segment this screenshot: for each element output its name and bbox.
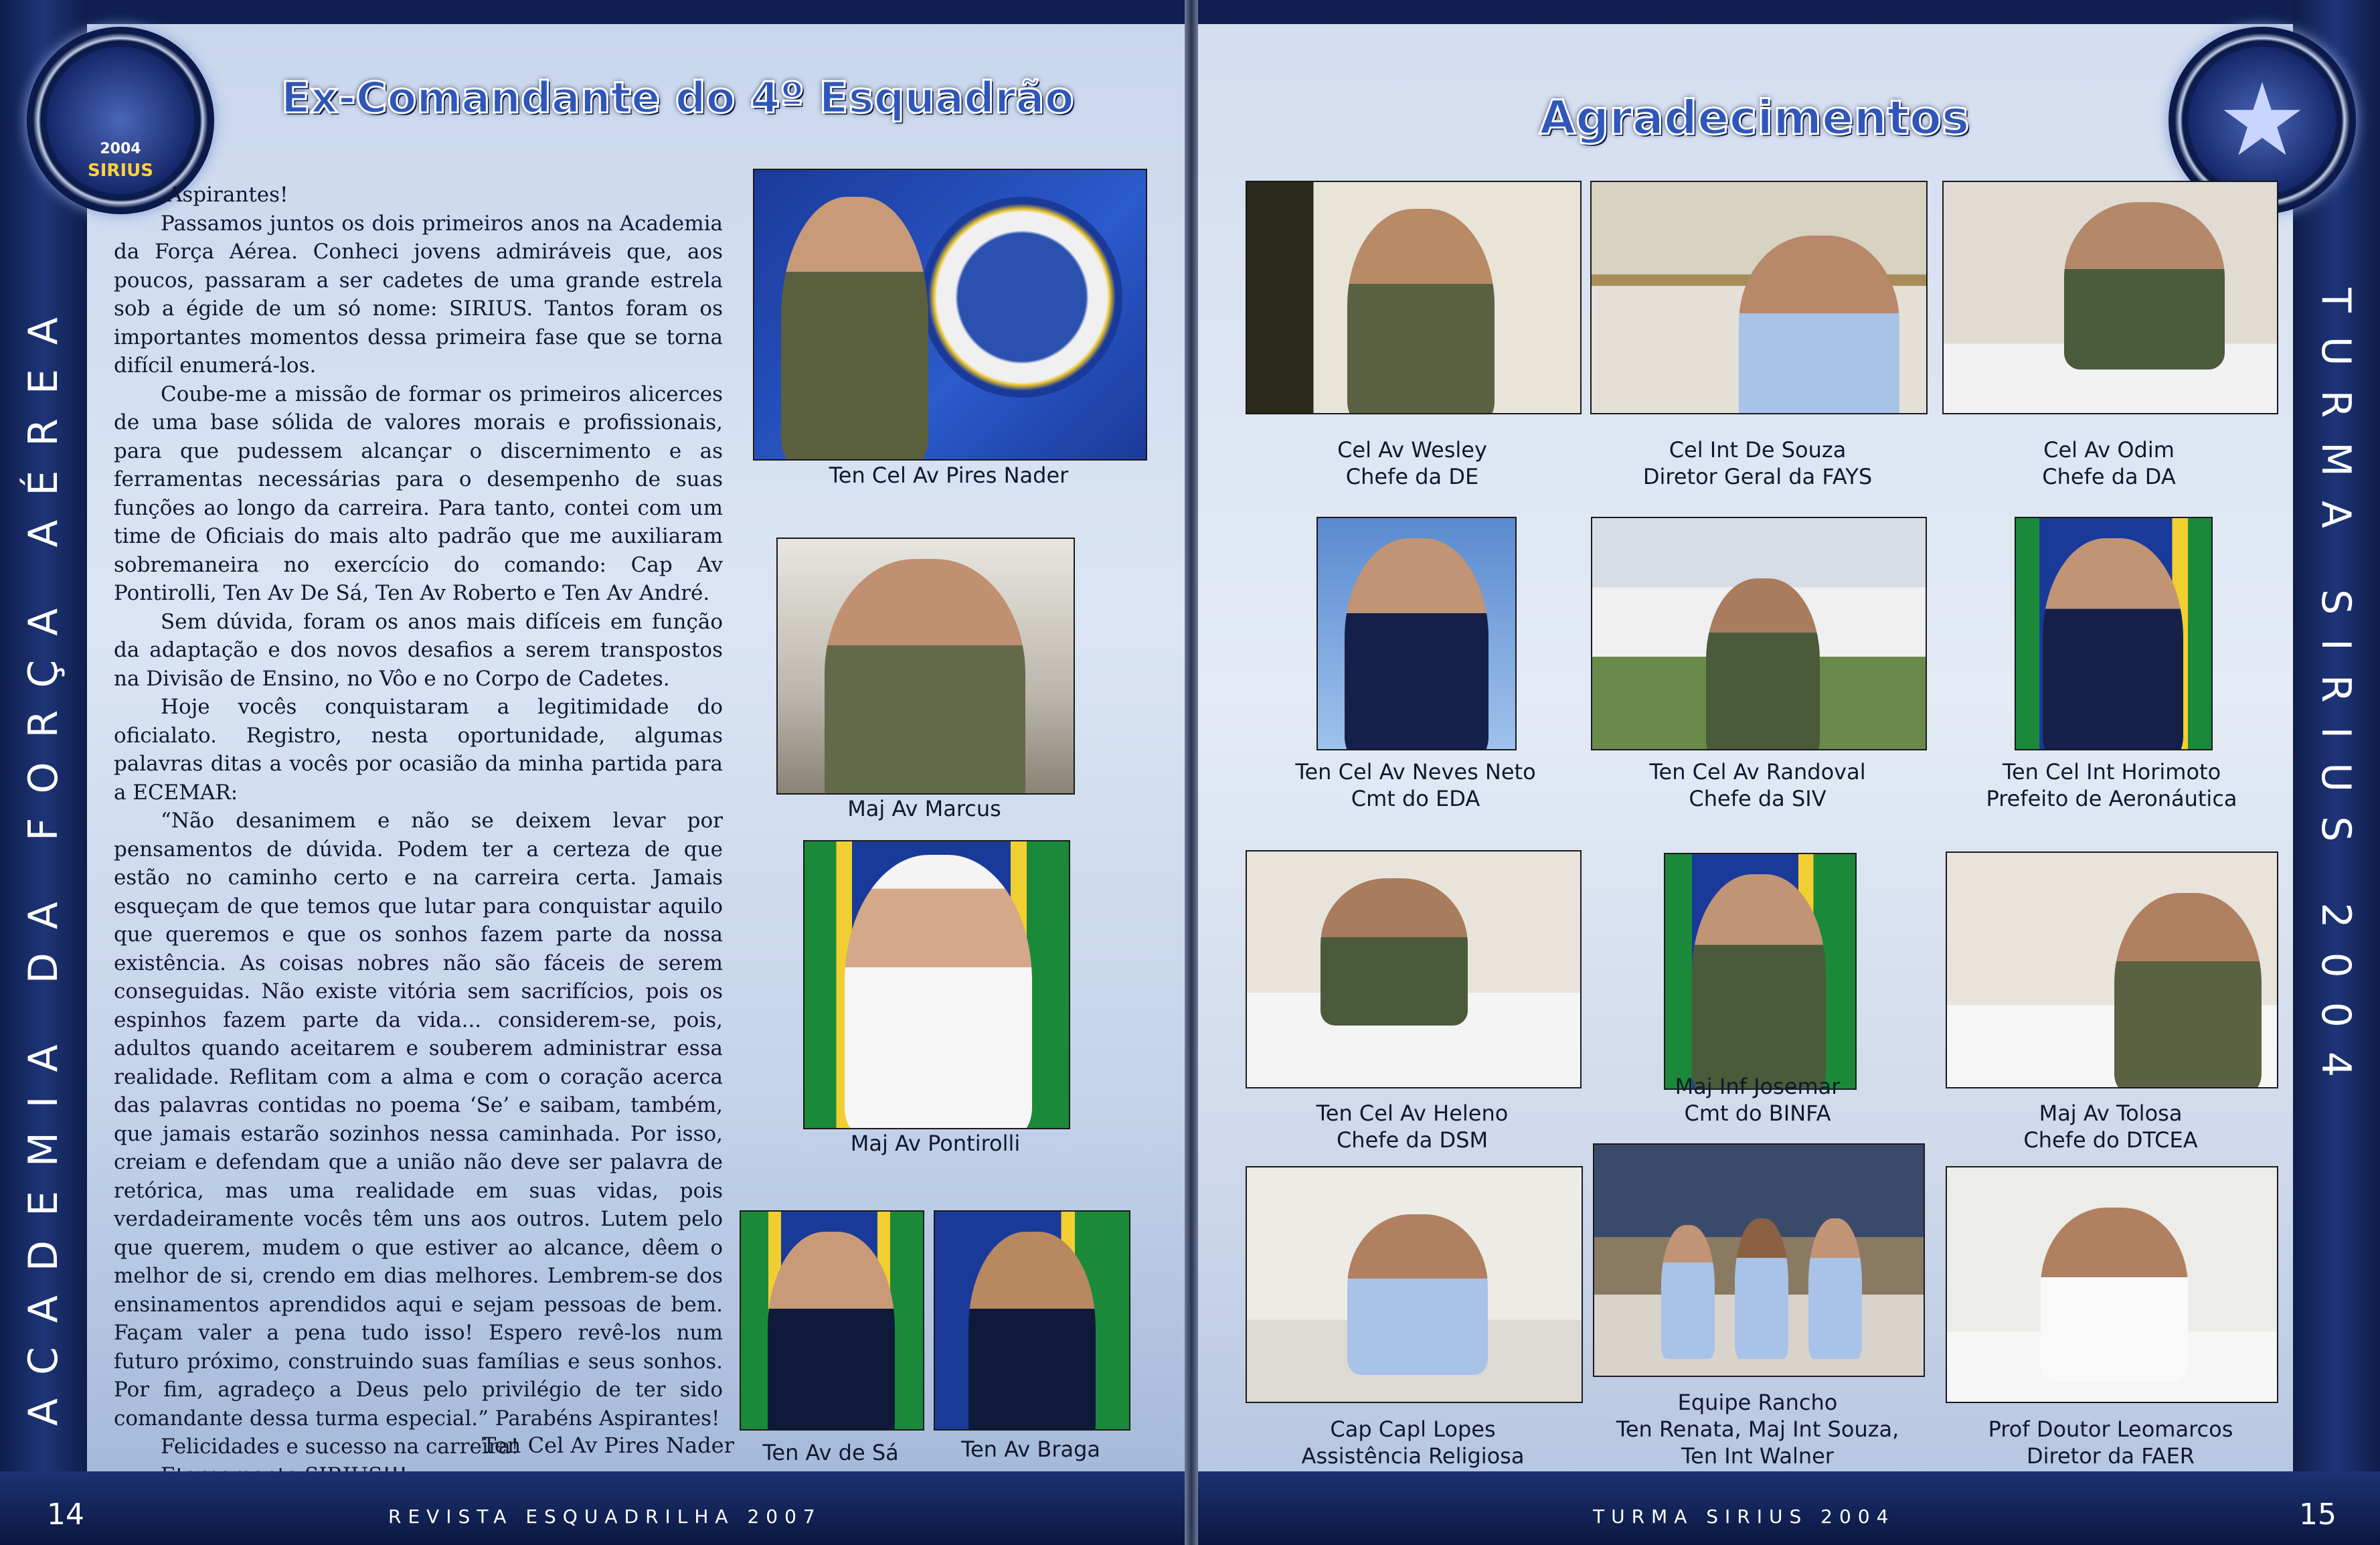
officer-figure xyxy=(2064,202,2225,370)
officer-figure xyxy=(2041,1208,2188,1382)
right-top-bar xyxy=(1191,0,2380,24)
caption-line: Assistência Religiosa xyxy=(1301,1443,1525,1469)
photo-leomarcos xyxy=(1946,1166,2278,1403)
staff-figure xyxy=(1661,1225,1715,1359)
photo-josemar xyxy=(1664,853,1857,1090)
caption-line: Cmt do BINFA xyxy=(1684,1101,1831,1126)
officer-figure xyxy=(2114,893,2262,1088)
caption-odim xyxy=(1942,436,2276,490)
caption-line: Maj Inf Josemar xyxy=(1675,1074,1841,1099)
caption-wesley xyxy=(1246,436,1579,490)
photo-horimoto xyxy=(2015,517,2213,750)
star-icon: ★ xyxy=(2217,62,2308,179)
caption-line: Cel Av Odim xyxy=(2043,437,2175,463)
officer-figure xyxy=(1321,878,1468,1026)
caption-line: Equipe Rancho xyxy=(1677,1390,1838,1415)
caption-braga: Ten Av Braga xyxy=(960,1437,1100,1462)
caption-line: Chefe da DE xyxy=(1345,464,1479,489)
officer-figure xyxy=(2043,538,2183,750)
left-top-bar xyxy=(0,0,1189,24)
photo-heleno xyxy=(1246,850,1582,1088)
photo-pires-nader xyxy=(753,169,1147,461)
caption-line: Ten Cel Av Randoval xyxy=(1649,759,1866,785)
left-footer-text: REVISTA ESQUADRILHA 2007 xyxy=(388,1506,822,1528)
page-number-right: 15 xyxy=(2299,1497,2336,1532)
left-page-title: Ex-Comandante do 4º Esquadrão xyxy=(281,74,1074,123)
caption-josemar xyxy=(1591,1073,1924,1127)
photo-wesley xyxy=(1246,181,1582,414)
photo-pontirolli xyxy=(803,840,1070,1129)
caption-neves-neto xyxy=(1258,758,1573,812)
letter-paragraph: “Não desanimem e não se deixem levar por pensamentos de dúvida. Podem ter a certeza de que estão no caminho certo e na carreira certa. Jamais esqueçam de que temos que lutar para conquistar aquilo que queremos e que os sonhos fazem parte da nossa existência. As coisas nobres não são fáceis de serem conseguidas. Não existe vitória sem sacrifícios, pois os espinhos fazem parte da vida... considerem-se, pois, adultos quando aceitarem e souberem administrar essa realidade. Reflitam com a alma e com o coração acerca das palavras contidas no poema ‘Se’ e saibam, também, que jamais estarão sozinhos nessa caminhada. Por isso, creiam e defendam que a união não deve ser palavra de retórica, mas uma realidade em suas vidas, pois verdadeiramente vocês têm uns aos outros. Lutem pelo que querem, mudem o que estiver ao alcance, dêem o melhor de si, crendo em dias melhores. Lembrem-se dos ensinamentos aprendidos aqui e sejam pessoas de bem. Façam valer a pena tudo isso! Espero revê-los num futuro próximo, construindo suas famílias e seus sonhos. Por fim, agradeço a Deus pelo privilégio de ter sido comandante dessa turma especial.” Parabéns Aspirantes! xyxy=(114,809,723,1431)
officer-figure xyxy=(968,1232,1096,1431)
page-number-left: 14 xyxy=(47,1497,84,1532)
staff-figure xyxy=(1735,1218,1788,1359)
officer-figure xyxy=(825,559,1025,795)
caption-line: Ten Cel Av Heleno xyxy=(1316,1101,1509,1126)
left-page xyxy=(0,0,1189,1545)
staff-figure xyxy=(1808,1218,1862,1359)
caption-line: Ten Cel Av Neves Neto xyxy=(1295,759,1536,785)
caption-marcus: Maj Av Marcus xyxy=(847,796,1001,821)
letter-paragraph: Sem dúvida, foram os anos mais difíceis em função da adaptação e dos novos desafios a serem transpostos na Divisão de Ensino, no Vôo e no Corpo de Cadetes. xyxy=(114,609,723,691)
emblem-year: 2004 xyxy=(100,141,141,157)
cadet-corps-badge xyxy=(922,197,1122,398)
photo-equipe-rancho xyxy=(1593,1143,1925,1377)
caption-line: Cmt do EDA xyxy=(1351,786,1480,811)
letter-paragraph: Aspirantes! xyxy=(167,183,288,207)
officer-figure xyxy=(845,855,1032,1129)
photo-marcus xyxy=(776,538,1075,795)
caption-line: Prefeito de Aeronáutica xyxy=(1986,786,2237,811)
caption-pires-nader: Ten Cel Av Pires Nader xyxy=(829,463,1069,488)
officer-figure xyxy=(1692,874,1826,1090)
letter-paragraph: Passamos juntos os dois primeiros anos na Academia da Força Aérea. Conheci jovens admiráveis que, aos poucos, passaram a ser cadetes de uma grande estrela sob a égide de um só nome: SIRIUS. Tantos foram os importantes momentos dessa primeira fase que se torna difícil enumerá-los. xyxy=(114,211,723,378)
left-vertical-title: ACADEMIA DA FORÇA AÉREA xyxy=(20,293,67,1426)
caption-randoval xyxy=(1591,758,1924,812)
right-vertical-title: TURMA SIRIUS 2004 xyxy=(2312,288,2359,1102)
caption-heleno xyxy=(1246,1100,1579,1153)
caption-tolosa xyxy=(1946,1100,2276,1153)
caption-line: Cel Int De Souza xyxy=(1669,437,1847,463)
photo-tolosa xyxy=(1946,851,2278,1088)
caption-line: Ten Int Walner xyxy=(1681,1443,1834,1469)
photo-lopes xyxy=(1246,1166,1583,1403)
photo-braga xyxy=(934,1210,1130,1431)
caption-line: Chefe da SIV xyxy=(1689,786,1826,811)
caption-line: Chefe da DA xyxy=(2042,464,2176,489)
officer-figure xyxy=(1347,209,1495,414)
letter-paragraph: Coube-me a missão de formar os primeiros alicerces de uma base sólida de valores morais e profissionais, para que pudessem alcançar o discernimento e as ferramentas necessárias para o desempenho de suas funções ao longo da carreira. Para tanto, contei com um time de Oficiais do mais alto padrão que me auxiliaram sobremaneira no exercício do comando: Cap Av Pontirolli, Ten Av De Sá, Ten Av Roberto e Ten Av André. xyxy=(114,382,723,605)
right-page-title: Agradecimentos xyxy=(1539,90,1970,145)
right-footer-text: TURMA SIRIUS 2004 xyxy=(1593,1506,1895,1528)
photo-randoval xyxy=(1591,517,1927,750)
caption-de-souza xyxy=(1590,436,1925,490)
caption-pontirolli: Maj Av Pontirolli xyxy=(850,1131,1021,1156)
caption-horimoto xyxy=(1948,758,2276,812)
officer-figure xyxy=(1706,578,1820,750)
caption-line: Chefe do DTCEA xyxy=(2023,1127,2198,1153)
officer-figure xyxy=(768,1232,895,1431)
caption-de-sa: Ten Av de Sá xyxy=(762,1440,899,1465)
photo-neves-neto xyxy=(1316,517,1517,750)
letter-signature: Ten Cel Av Pires Nader xyxy=(482,1433,734,1458)
officer-figure xyxy=(781,197,928,461)
caption-line: Diretor da FAER xyxy=(2026,1443,2195,1469)
officer-figure xyxy=(1345,538,1489,750)
caption-line: Maj Av Tolosa xyxy=(2039,1101,2183,1126)
caption-line: Ten Cel Int Horimoto xyxy=(2002,759,2221,785)
officer-figure xyxy=(1347,1214,1488,1375)
photo-odim xyxy=(1942,181,2278,414)
photo-de-sa xyxy=(740,1210,924,1431)
caption-line: Prof Doutor Leomarcos xyxy=(1988,1416,2233,1442)
caption-line: Chefe da DSM xyxy=(1336,1127,1489,1153)
letter-paragraph: Hoje vocês conquistaram a legitimidade do oficialato. Registro, nesta oportunidade, algumas palavras ditas a vocês por ocasião da minha partida para a ECEMAR: xyxy=(114,695,723,805)
caption-line: Cap Capl Lopes xyxy=(1330,1416,1496,1442)
letter-paragraph: Felicidades e sucesso na carreira! xyxy=(161,1435,519,1459)
caption-line: Ten Renata, Maj Int Souza, xyxy=(1616,1416,1899,1442)
commander-letter xyxy=(114,181,723,1489)
right-page xyxy=(1191,0,2380,1545)
caption-line: Diretor Geral da FAYS xyxy=(1642,464,1873,489)
officer-figure xyxy=(1739,236,1899,414)
photo-de-souza xyxy=(1590,181,1928,414)
book-spine xyxy=(1185,0,1198,1545)
caption-lopes xyxy=(1246,1416,1580,1469)
caption-leomarcos xyxy=(1946,1416,2276,1469)
caption-line: Cel Av Wesley xyxy=(1337,437,1487,463)
emblem-sirius-text: SIRIUS xyxy=(88,161,153,181)
caption-equipe-rancho xyxy=(1591,1389,1924,1469)
